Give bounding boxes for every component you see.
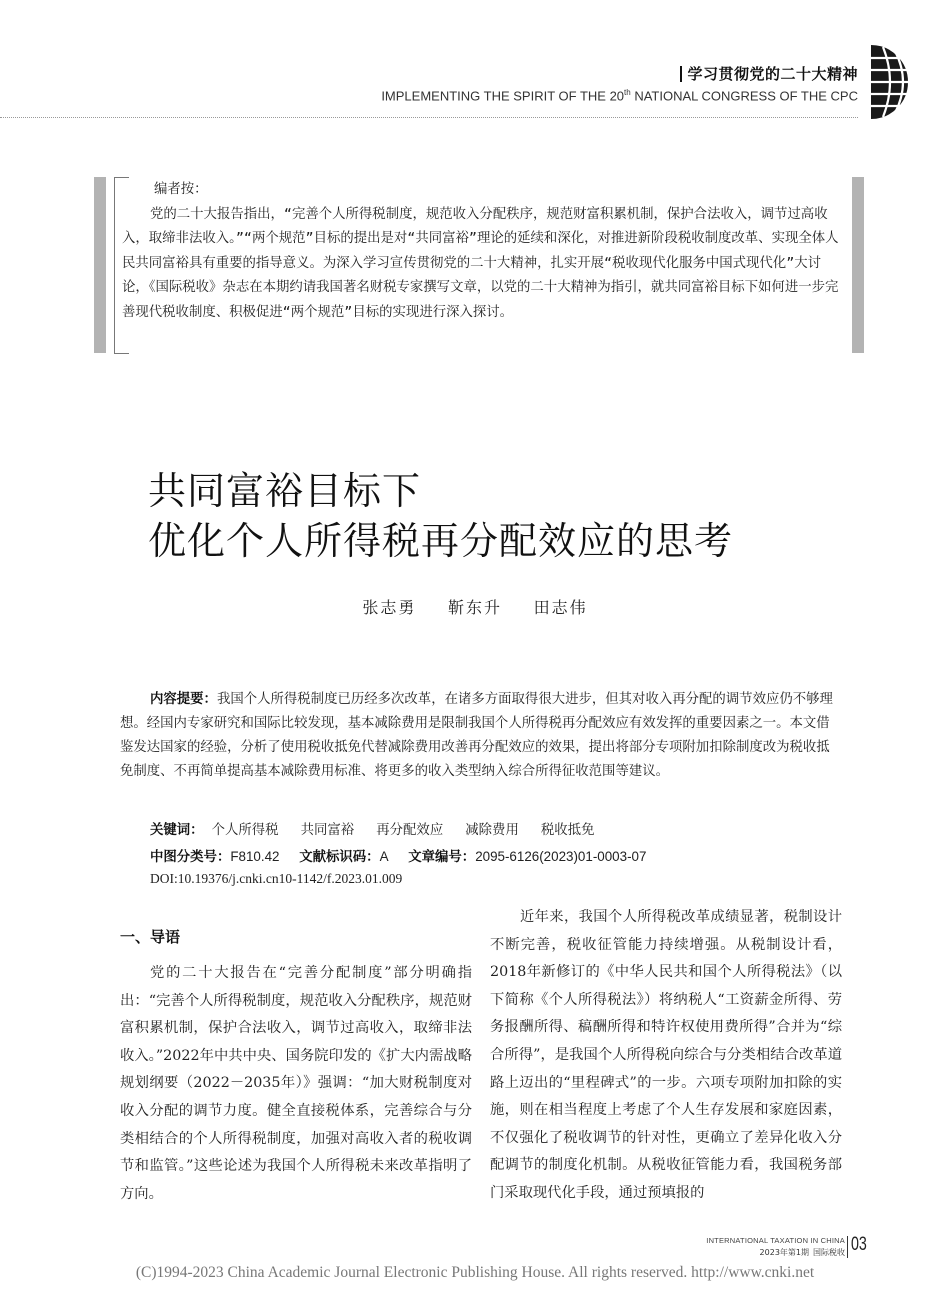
author: 靳东升 bbox=[447, 598, 502, 617]
page-number: 03 bbox=[851, 1234, 867, 1255]
keyword: 减除费用 bbox=[465, 823, 519, 838]
classification-line bbox=[150, 846, 646, 865]
section-header-en: IMPLEMENTING THE SPIRIT OF THE 20th NATIONAL CONGRESS OF THE CPC bbox=[381, 88, 858, 104]
section-heading: 一、导语 bbox=[120, 928, 181, 946]
editor-note bbox=[122, 178, 840, 325]
abstract-label: 内容提要： bbox=[150, 692, 217, 707]
abstract bbox=[120, 688, 840, 784]
editor-note-title: 编者按： bbox=[154, 182, 208, 197]
keywords bbox=[150, 819, 608, 838]
paragraph: 近年来，我国个人所得税改革成绩显著，税制设计不断完善，税收征管能力持续增强。从税制设计看，2018年新修订的《中华人民共和国个人所得税法》（以下简称《个人所得税法》）将纳税人“工资薪金所得、劳务报酬所得、稿酬所得和特许权使用费所得”合并为“综合所得”，是我国个人所得税向综合与分类相结合改革道路上迈出的“里程碑式”的一步。六项专项附加扣除的实施，则在相当程度上考虑了个人生存发展和家庭因素，不仅强化了税收调节的针对性，更确立了差异化收入分配调节的制度化机制。从税收征管能力看，我国税务部门采取现代化手段，通过预填报的 bbox=[490, 909, 842, 1201]
footer-issue: 2023年第1期 国际税收 bbox=[759, 1248, 845, 1257]
header-divider bbox=[0, 117, 858, 118]
footer-journal-en: INTERNATIONAL TAXATION IN CHINA bbox=[706, 1236, 845, 1245]
keyword: 再分配效应 bbox=[376, 823, 444, 838]
copyright-notice: (C)1994-2023 China Academic Journal Electronic Publishing House. All rights reserved. http://www.cnki.net bbox=[135, 1264, 815, 1281]
keyword: 共同富裕 bbox=[300, 823, 355, 838]
abstract-text: 我国个人所得税制度已历经多次改革，在诸多方面取得很大进步，但其对收入再分配的调节效应仍不够理想。经国内专家研究和国际比较发现，基本减除费用是限制我国个人所得税再分配效应有效发挥的重要因素之一。本文借鉴发达国家的经验，分析了使用税收抵免代替减除费用改善再分配效应的效果，提出将部分专项附加扣除制度改为税收抵免制度、不再简单提高基本减除费用标准、将更多的收入类型纳入综合所得征收范围等建议。 bbox=[120, 692, 833, 779]
note-right-bar bbox=[852, 177, 864, 353]
clc-value: F810.42 bbox=[230, 849, 280, 864]
right-column bbox=[490, 904, 842, 1208]
editor-note-body: 党的二十大报告指出，“完善个人所得税制度，规范收入分配秩序，规范财富积累机制，保护合法收入，调节过高收入，取缔非法收入。”“两个规范”目标的提出是对“共同富裕”理论的延续和深化，对推进新阶段税收制度改革、实现全体人民共同富裕具有重要的指导意义。为深入学习宣传贯彻党的二十大精神，扎实开展“税收现代化服务中国式现代化”大讨论，《国际税收》杂志在本期约请我国著名财税专家撰写文章，以党的二十大精神为指引，就共同富裕目标下如何进一步完善现代税收制度、积极促进“两个规范”目标的实现进行深入探讨。 bbox=[122, 206, 839, 320]
author: 田志伟 bbox=[533, 598, 588, 617]
section-header-zh: 学习贯彻党的二十大精神 bbox=[680, 66, 858, 82]
article-title bbox=[148, 466, 733, 566]
globe-icon bbox=[863, 44, 921, 120]
keyword: 个人所得税 bbox=[211, 823, 279, 838]
doc-code-value: A bbox=[379, 849, 389, 864]
doc-code-label: 文献标识码： bbox=[299, 850, 380, 865]
keyword: 税收抵免 bbox=[540, 823, 595, 838]
footer-divider bbox=[847, 1236, 848, 1258]
paragraph: 党的二十大报告在“完善分配制度”部分明确指出：“完善个人所得税制度，规范收入分配秩序，规范财富积累机制，保护合法收入，调节过高收入，取缔非法收入。”2022年中共中央、国务院印发的《扩大内需战略规划纲要（2022－2035年）》强调：“加大财税制度对收入分配的调节力度。健全直接税体系，完善综合与分类相结合的个人所得税制度，加强对高收入者的税收调节和监管。”这些论述为我国个人所得税未来改革指明了方向。 bbox=[120, 965, 472, 1202]
clc-label: 中图分类号： bbox=[150, 850, 231, 865]
doi: DOI:10.19376/j.cnki.cn10-1142/f.2023.01.009 bbox=[150, 871, 403, 886]
authors bbox=[0, 595, 950, 618]
left-column bbox=[120, 960, 472, 1208]
title-line-1: 共同富裕目标下 bbox=[148, 469, 422, 513]
article-no-value: 2095-6126(2023)01-0003-07 bbox=[475, 849, 647, 864]
note-left-bar bbox=[94, 177, 106, 353]
author: 张志勇 bbox=[362, 598, 417, 617]
title-line-2: 优化个人所得税再分配效应的思考 bbox=[148, 519, 734, 563]
keywords-label: 关键词： bbox=[150, 823, 204, 838]
article-no-label: 文章编号： bbox=[408, 850, 476, 865]
